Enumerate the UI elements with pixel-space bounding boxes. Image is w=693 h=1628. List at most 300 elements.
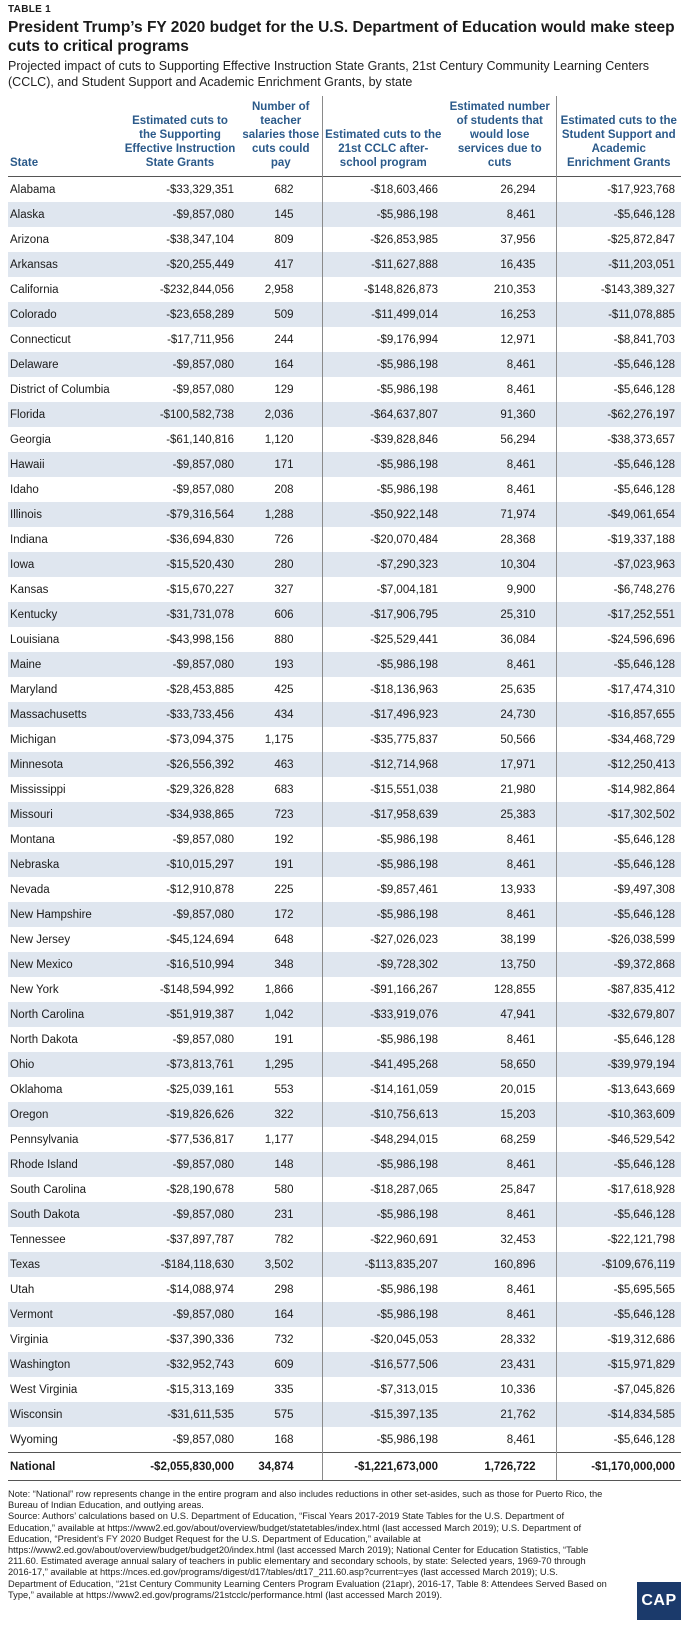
cell-teacher-salaries: 580 xyxy=(274,1183,294,1196)
cell-teacher-salaries: 225 xyxy=(274,883,294,896)
header-ssae-cuts: Estimated cuts to the Student Support and Academic Enrichment Grants xyxy=(556,96,681,177)
cell-state: Wyoming xyxy=(10,1433,58,1446)
cell-teacher-salaries: 168 xyxy=(274,1433,294,1446)
cell-cclc-cuts: -$9,728,302 xyxy=(322,952,444,977)
cell-state: Ohio xyxy=(8,1052,120,1077)
cell-ssae-cuts: -$17,923,768 xyxy=(556,177,681,203)
cell-ssae-cuts: -$143,389,327 xyxy=(556,277,681,302)
cell-seis-cuts: -$10,015,297 xyxy=(120,852,240,877)
cell-state: Vermont xyxy=(8,1302,120,1327)
table-row xyxy=(8,452,681,477)
cell-seis-cuts: -$37,390,336 xyxy=(166,1333,234,1346)
cell-ssae-cuts: -$109,676,119 xyxy=(556,1252,681,1277)
cell-ssae-cuts: -$17,302,502 xyxy=(556,802,681,827)
table-row xyxy=(8,1252,681,1277)
table-row xyxy=(8,1327,681,1352)
cell-seis-cuts: -$17,711,956 xyxy=(167,333,234,346)
table-row xyxy=(8,1102,681,1127)
cell-students: 28,368 xyxy=(500,533,536,546)
cell-state: West Virginia xyxy=(10,1383,78,1396)
cell-state: Montana xyxy=(10,833,55,846)
cell-cclc-cuts: -$18,136,963 xyxy=(322,677,444,702)
cell-seis-cuts: -$2,055,830,000 xyxy=(120,1453,240,1481)
cell-students: 25,383 xyxy=(444,802,556,827)
cell-students: 8,461 xyxy=(444,452,556,477)
cell-seis-cuts: -$9,857,080 xyxy=(120,202,240,227)
cell-teacher-salaries: 191 xyxy=(240,852,322,877)
cell-ssae-cuts: -$7,045,826 xyxy=(556,1377,681,1402)
cell-seis-cuts: -$73,813,761 xyxy=(120,1052,240,1077)
cell-students: 8,461 xyxy=(444,902,556,927)
header-teacher-salaries: Number of teacher salaries those cuts could pay xyxy=(242,101,320,169)
table-row xyxy=(8,477,681,502)
cell-ssae-cuts: -$14,982,864 xyxy=(556,777,681,802)
page-title: President Trump’s FY 2020 budget for the U.S. Department of Education would make steep cuts to critical programs xyxy=(8,19,675,55)
cell-cclc-cuts: -$5,986,198 xyxy=(322,352,444,377)
cell-teacher-salaries: 191 xyxy=(274,1033,294,1046)
cell-teacher-salaries: 171 xyxy=(240,452,322,477)
cell-cclc-cuts: -$5,986,198 xyxy=(322,1027,444,1052)
table-row xyxy=(8,577,681,602)
cell-ssae-cuts: -$16,857,655 xyxy=(556,702,681,727)
cell-ssae-cuts: -$9,497,308 xyxy=(556,877,681,902)
cell-students: 37,956 xyxy=(500,233,536,246)
cell-students: 24,730 xyxy=(444,702,556,727)
cell-state: South Dakota xyxy=(8,1202,120,1227)
cell-state: Iowa xyxy=(8,552,120,577)
cell-seis-cuts: -$23,658,289 xyxy=(120,302,240,327)
cell-ssae-cuts: -$17,474,310 xyxy=(556,677,681,702)
table-row xyxy=(8,1052,681,1077)
table-row xyxy=(8,1302,681,1327)
cell-students: 21,762 xyxy=(444,1402,556,1427)
cell-cclc-cuts: -$39,828,846 xyxy=(322,427,444,452)
cell-state: Texas xyxy=(8,1252,120,1277)
cell-ssae-cuts: -$34,468,729 xyxy=(556,727,681,752)
cap-logo: CAP xyxy=(637,1582,681,1620)
cell-cclc-cuts: -$5,986,198 xyxy=(322,1302,444,1327)
cell-teacher-salaries: 164 xyxy=(240,352,322,377)
cell-ssae-cuts: -$14,834,585 xyxy=(556,1402,681,1427)
table-row xyxy=(8,502,681,527)
cell-students: 56,294 xyxy=(500,433,536,446)
cell-students: 32,453 xyxy=(500,1233,536,1246)
cell-cclc-cuts: -$5,986,198 xyxy=(322,452,444,477)
cell-teacher-salaries: 1,295 xyxy=(240,1052,322,1077)
cell-cclc-cuts: -$15,397,135 xyxy=(322,1402,444,1427)
cell-students: 8,461 xyxy=(506,1283,536,1296)
cell-teacher-salaries: 1,177 xyxy=(264,1133,294,1146)
cell-students: 9,900 xyxy=(506,583,536,596)
cell-ssae-cuts: -$39,979,194 xyxy=(556,1052,681,1077)
cell-students: 50,566 xyxy=(500,733,536,746)
cell-cclc-cuts: -$22,960,691 xyxy=(322,1227,444,1252)
cell-teacher-salaries: 2,036 xyxy=(240,402,322,427)
cell-cclc-cuts: -$48,294,015 xyxy=(322,1127,444,1152)
cell-teacher-salaries: 148 xyxy=(240,1152,322,1177)
cell-teacher-salaries: 298 xyxy=(274,1283,294,1296)
cell-cclc-cuts: -$64,637,807 xyxy=(322,402,444,427)
cell-state: Arizona xyxy=(10,233,49,246)
cell-students: 71,974 xyxy=(444,502,556,527)
table-row xyxy=(8,602,681,627)
cell-state: Rhode Island xyxy=(8,1152,120,1177)
cell-state: National xyxy=(8,1453,120,1481)
cell-seis-cuts: -$9,857,080 xyxy=(120,452,240,477)
cell-teacher-salaries: 1,175 xyxy=(264,733,294,746)
cell-state: Missouri xyxy=(8,802,120,827)
cell-seis-cuts: -$77,536,817 xyxy=(166,1133,234,1146)
cell-students: 16,435 xyxy=(444,252,556,277)
cell-students: 25,310 xyxy=(444,602,556,627)
table-row xyxy=(8,227,681,252)
cell-state: Kentucky xyxy=(8,602,120,627)
cell-students: 8,461 xyxy=(444,1202,556,1227)
cell-cclc-cuts: -$41,495,268 xyxy=(322,1052,444,1077)
cell-teacher-salaries: 880 xyxy=(274,633,294,646)
cell-students: 23,431 xyxy=(444,1352,556,1377)
cell-cclc-cuts: -$7,004,181 xyxy=(322,577,444,602)
cell-state: Maryland xyxy=(10,683,58,696)
table-row xyxy=(8,1027,681,1052)
table-row xyxy=(8,1377,681,1402)
cell-seis-cuts: -$38,347,104 xyxy=(166,233,234,246)
cell-students: 25,635 xyxy=(500,683,536,696)
cell-cclc-cuts: -$10,756,613 xyxy=(322,1102,444,1127)
cell-state: Oklahoma xyxy=(10,1083,63,1096)
table-body xyxy=(8,177,681,1481)
cell-students: 26,294 xyxy=(500,183,536,196)
header-state: State xyxy=(10,157,39,169)
cell-state: Nevada xyxy=(10,883,50,896)
cell-seis-cuts: -$61,140,816 xyxy=(166,433,234,446)
cell-seis-cuts: -$9,857,080 xyxy=(172,1033,234,1046)
cell-students: 28,332 xyxy=(500,1333,536,1346)
cell-teacher-salaries: 34,874 xyxy=(240,1453,322,1481)
cell-seis-cuts: -$31,611,535 xyxy=(120,1402,240,1427)
cell-students: 25,847 xyxy=(500,1183,536,1196)
cell-cclc-cuts: -$26,853,985 xyxy=(322,227,444,252)
cell-students: 8,461 xyxy=(506,1433,536,1446)
cell-seis-cuts: -$9,857,080 xyxy=(120,1302,240,1327)
cell-cclc-cuts: -$14,161,059 xyxy=(322,1077,444,1102)
table-row xyxy=(8,1402,681,1427)
cell-teacher-salaries: 1,042 xyxy=(240,1002,322,1027)
cell-ssae-cuts: -$25,872,847 xyxy=(556,227,681,252)
cell-cclc-cuts: -$17,906,795 xyxy=(322,602,444,627)
cell-seis-cuts: -$148,594,992 xyxy=(159,983,234,996)
cell-students: 20,015 xyxy=(500,1083,536,1096)
cell-state: Alaska xyxy=(8,202,120,227)
cell-ssae-cuts: -$62,276,197 xyxy=(556,402,681,427)
cell-ssae-cuts: -$12,250,413 xyxy=(556,752,681,777)
cell-state: Kansas xyxy=(10,583,49,596)
cell-cclc-cuts: -$7,290,323 xyxy=(322,552,444,577)
cell-students: 21,980 xyxy=(500,783,536,796)
table-row xyxy=(8,952,681,977)
cell-students: 12,971 xyxy=(500,333,536,346)
table-row xyxy=(8,802,681,827)
cell-state: Pennsylvania xyxy=(10,1133,79,1146)
cell-seis-cuts: -$79,316,564 xyxy=(120,502,240,527)
cell-seis-cuts: -$20,255,449 xyxy=(120,252,240,277)
cell-ssae-cuts: -$5,646,128 xyxy=(556,1202,681,1227)
table-row xyxy=(8,877,681,902)
cell-teacher-salaries: 1,288 xyxy=(240,502,322,527)
cell-students: 91,360 xyxy=(444,402,556,427)
cell-seis-cuts: -$9,857,080 xyxy=(172,383,234,396)
cell-seis-cuts: -$232,844,056 xyxy=(159,283,234,296)
cell-teacher-salaries: 2,958 xyxy=(264,283,294,296)
table-row xyxy=(8,327,681,352)
cell-cclc-cuts: -$5,986,198 xyxy=(322,1152,444,1177)
cell-state: Virginia xyxy=(10,1333,49,1346)
cell-state: Michigan xyxy=(10,733,57,746)
cell-students: 10,336 xyxy=(500,1383,536,1396)
cell-cclc-cuts: -$5,986,198 xyxy=(322,202,444,227)
cell-cclc-cuts: -$5,986,198 xyxy=(322,852,444,877)
cell-ssae-cuts: -$87,835,412 xyxy=(556,977,681,1002)
cell-cclc-cuts: -$5,986,198 xyxy=(322,477,444,502)
cell-ssae-cuts: -$17,618,928 xyxy=(556,1177,681,1202)
cell-state: New Mexico xyxy=(8,952,120,977)
cell-seis-cuts: -$28,453,885 xyxy=(166,683,234,696)
cell-cclc-cuts: -$20,045,053 xyxy=(322,1327,444,1352)
cell-teacher-salaries: 509 xyxy=(240,302,322,327)
table-row xyxy=(8,1227,681,1252)
cell-cclc-cuts: -$9,857,461 xyxy=(322,877,444,902)
cell-teacher-salaries: 553 xyxy=(274,1083,294,1096)
cell-ssae-cuts: -$26,038,599 xyxy=(556,927,681,952)
cell-cclc-cuts: -$27,026,023 xyxy=(322,927,444,952)
cell-teacher-salaries: 683 xyxy=(274,783,294,796)
table-row xyxy=(8,402,681,427)
national-total-row xyxy=(8,1453,681,1481)
cell-seis-cuts: -$43,998,156 xyxy=(166,633,234,646)
cell-ssae-cuts: -$13,643,669 xyxy=(556,1077,681,1102)
table-row xyxy=(8,1127,681,1152)
table-row xyxy=(8,202,681,227)
cell-ssae-cuts: -$5,646,128 xyxy=(556,202,681,227)
table-row xyxy=(8,677,681,702)
cell-teacher-salaries: 723 xyxy=(240,802,322,827)
cell-ssae-cuts: -$5,646,128 xyxy=(556,652,681,677)
page-subtitle: Projected impact of cuts to Supporting Effective Instruction State Grants, 21st Century Community Learning Centers (CCLC), and Student Support and Academic Enrichment Grants, by state xyxy=(8,59,650,89)
table-row xyxy=(8,302,681,327)
cell-teacher-salaries: 434 xyxy=(240,702,322,727)
cell-students: 8,461 xyxy=(506,383,536,396)
table-row xyxy=(8,1277,681,1302)
cell-teacher-salaries: 280 xyxy=(240,552,322,577)
cell-cclc-cuts: -$7,313,015 xyxy=(322,1377,444,1402)
cell-seis-cuts: -$15,520,430 xyxy=(120,552,240,577)
cell-students: 8,461 xyxy=(444,352,556,377)
cell-state: Florida xyxy=(8,402,120,427)
cell-cclc-cuts: -$5,986,198 xyxy=(322,827,444,852)
cell-cclc-cuts: -$33,919,076 xyxy=(322,1002,444,1027)
header-cclc-cuts: Estimated cuts to the 21st CCLC after-school program xyxy=(322,96,444,177)
cell-ssae-cuts: -$5,646,128 xyxy=(556,902,681,927)
cell-seis-cuts: -$9,857,080 xyxy=(172,833,234,846)
cell-seis-cuts: -$9,857,080 xyxy=(120,1152,240,1177)
cell-students: 8,461 xyxy=(444,1152,556,1177)
table-row xyxy=(8,977,681,1002)
cell-state: New York xyxy=(10,983,59,996)
cell-state: Oregon xyxy=(8,1102,120,1127)
cell-students: 8,461 xyxy=(444,1302,556,1327)
cell-state: Georgia xyxy=(10,433,51,446)
cell-cclc-cuts: -$5,986,198 xyxy=(322,377,444,402)
cell-cclc-cuts: -$11,627,888 xyxy=(322,252,444,277)
cell-cclc-cuts: -$35,775,837 xyxy=(322,727,444,752)
cell-seis-cuts: -$14,088,974 xyxy=(166,1283,234,1296)
cell-seis-cuts: -$15,670,227 xyxy=(166,583,234,596)
header-students-lose-services: Estimated number of students that would lose services due to cuts xyxy=(449,101,550,169)
cell-ssae-cuts: -$8,841,703 xyxy=(556,327,681,352)
cell-state: Mississippi xyxy=(10,783,66,796)
cell-ssae-cuts: -$5,695,565 xyxy=(556,1277,681,1302)
cell-seis-cuts: -$9,857,080 xyxy=(120,652,240,677)
cell-cclc-cuts: -$18,287,065 xyxy=(322,1177,444,1202)
cell-teacher-salaries: 648 xyxy=(274,933,294,946)
cell-seis-cuts: -$9,857,080 xyxy=(120,902,240,927)
cell-students: 8,461 xyxy=(506,483,536,496)
cell-teacher-salaries: 682 xyxy=(274,183,294,196)
table-row xyxy=(8,352,681,377)
cell-state: Wisconsin xyxy=(8,1402,120,1427)
table-row xyxy=(8,702,681,727)
cell-teacher-salaries: 463 xyxy=(240,752,322,777)
table-row xyxy=(8,527,681,552)
cell-cclc-cuts: -$91,166,267 xyxy=(322,977,444,1002)
cell-teacher-salaries: 609 xyxy=(240,1352,322,1377)
note-text: Note: “National” row represents change in the entire program and also includes reductions in other set-asides, such as those for Puerto Rico, the Bureau of Indian Education, and outlying areas. xyxy=(8,1489,603,1511)
cell-ssae-cuts: -$10,363,609 xyxy=(556,1102,681,1127)
cell-ssae-cuts: -$5,646,128 xyxy=(556,1152,681,1177)
cell-seis-cuts: -$34,938,865 xyxy=(120,802,240,827)
cell-ssae-cuts: -$5,646,128 xyxy=(556,827,681,852)
cell-teacher-salaries: 417 xyxy=(240,252,322,277)
cell-seis-cuts: -$29,326,828 xyxy=(166,783,234,796)
cell-state: New Hampshire xyxy=(8,902,120,927)
cell-ssae-cuts: -$5,646,128 xyxy=(556,452,681,477)
cell-state: Massachusetts xyxy=(8,702,120,727)
cell-teacher-salaries: 575 xyxy=(240,1402,322,1427)
cell-state: Tennessee xyxy=(10,1233,66,1246)
cell-teacher-salaries: 782 xyxy=(274,1233,294,1246)
cell-seis-cuts: -$15,313,169 xyxy=(166,1383,234,1396)
cell-teacher-salaries: 172 xyxy=(240,902,322,927)
cell-teacher-salaries: 348 xyxy=(240,952,322,977)
cell-students: 58,650 xyxy=(444,1052,556,1077)
cell-students: 13,933 xyxy=(500,883,536,896)
cell-teacher-salaries: 335 xyxy=(274,1383,294,1396)
cell-state: New Jersey xyxy=(10,933,71,946)
cell-teacher-salaries: 192 xyxy=(274,833,294,846)
cell-ssae-cuts: -$15,971,829 xyxy=(556,1352,681,1377)
table-row xyxy=(8,252,681,277)
cell-state: Illinois xyxy=(8,502,120,527)
cell-students: 8,461 xyxy=(444,652,556,677)
cell-ssae-cuts: -$49,061,654 xyxy=(556,502,681,527)
cell-ssae-cuts: -$11,078,885 xyxy=(556,302,681,327)
table-row xyxy=(8,852,681,877)
cell-teacher-salaries: 606 xyxy=(240,602,322,627)
cell-state: Minnesota xyxy=(8,752,120,777)
notes-section xyxy=(8,1489,608,1601)
cell-students: 8,461 xyxy=(506,833,536,846)
cell-ssae-cuts: -$5,646,128 xyxy=(556,1427,681,1453)
cell-ssae-cuts: -$5,646,128 xyxy=(556,477,681,502)
table-header-row xyxy=(8,96,681,177)
cell-cclc-cuts: -$17,958,639 xyxy=(322,802,444,827)
cell-seis-cuts: -$33,733,456 xyxy=(120,702,240,727)
cell-cclc-cuts: -$16,577,506 xyxy=(322,1352,444,1377)
cell-students: 36,084 xyxy=(500,633,536,646)
table-row xyxy=(8,902,681,927)
cell-seis-cuts: -$33,329,351 xyxy=(166,183,234,196)
cell-students: 8,461 xyxy=(506,1033,536,1046)
cell-teacher-salaries: 809 xyxy=(274,233,294,246)
table-row xyxy=(8,777,681,802)
cell-students: 210,353 xyxy=(493,283,536,296)
cell-seis-cuts: -$36,694,830 xyxy=(166,533,234,546)
cell-state: Arkansas xyxy=(8,252,120,277)
cell-teacher-salaries: 732 xyxy=(274,1333,294,1346)
cell-cclc-cuts: -$25,529,441 xyxy=(322,627,444,652)
cell-teacher-salaries: 164 xyxy=(240,1302,322,1327)
cell-seis-cuts: -$12,910,878 xyxy=(166,883,234,896)
cell-state: Idaho xyxy=(10,483,39,496)
cell-seis-cuts: -$184,118,630 xyxy=(120,1252,240,1277)
cell-ssae-cuts: -$5,646,128 xyxy=(556,1027,681,1052)
table-row xyxy=(8,427,681,452)
cell-state: Maine xyxy=(8,652,120,677)
cell-ssae-cuts: -$24,596,696 xyxy=(556,627,681,652)
cell-state: North Carolina xyxy=(8,1002,120,1027)
cell-teacher-salaries: 726 xyxy=(274,533,294,546)
cell-teacher-salaries: 3,502 xyxy=(240,1252,322,1277)
cell-state: Delaware xyxy=(8,352,120,377)
cell-cclc-cuts: -$5,986,198 xyxy=(322,902,444,927)
cell-students: 17,971 xyxy=(444,752,556,777)
table-row xyxy=(8,1002,681,1027)
cell-cclc-cuts: -$5,986,198 xyxy=(322,652,444,677)
cell-cclc-cuts: -$11,499,014 xyxy=(322,302,444,327)
cell-teacher-salaries: 145 xyxy=(240,202,322,227)
cell-teacher-salaries: 129 xyxy=(274,383,294,396)
cell-state: South Carolina xyxy=(10,1183,87,1196)
cell-cclc-cuts: -$50,922,148 xyxy=(322,502,444,527)
cell-ssae-cuts: -$17,252,551 xyxy=(556,602,681,627)
cell-state: Alabama xyxy=(10,183,56,196)
cell-state: Nebraska xyxy=(8,852,120,877)
cell-state: Indiana xyxy=(10,533,48,546)
cell-students: 16,253 xyxy=(444,302,556,327)
cell-state: California xyxy=(10,283,59,296)
cell-seis-cuts: -$25,039,161 xyxy=(166,1083,234,1096)
cell-teacher-salaries: 231 xyxy=(240,1202,322,1227)
cell-state: North Dakota xyxy=(10,1033,78,1046)
cell-cclc-cuts: -$1,221,673,000 xyxy=(322,1453,444,1481)
cell-seis-cuts: -$9,857,080 xyxy=(120,1202,240,1227)
cell-ssae-cuts: -$46,529,542 xyxy=(556,1127,681,1152)
cell-teacher-salaries: 1,866 xyxy=(264,983,294,996)
cell-seis-cuts: -$100,582,738 xyxy=(120,402,240,427)
table-row xyxy=(8,627,681,652)
cell-teacher-salaries: 327 xyxy=(274,583,294,596)
table-row xyxy=(8,377,681,402)
